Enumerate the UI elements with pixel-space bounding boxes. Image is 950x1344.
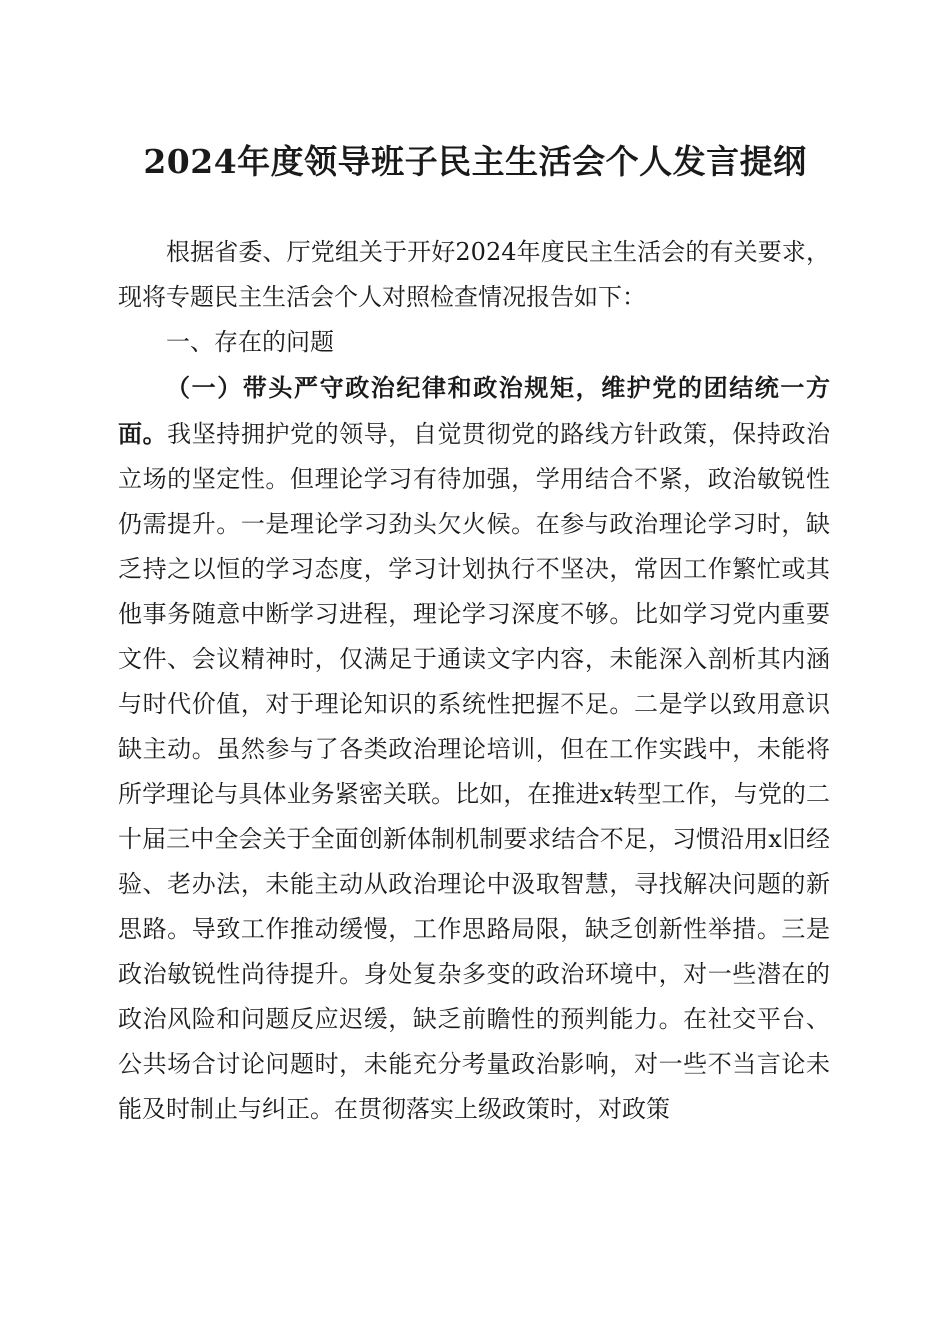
subsection-paragraph (118, 365, 830, 1132)
intro-paragraph: 根据省委、厅党组关于开好2024年度民主生活会的有关要求，现将专题民主生活会个人对照检查情况报告如下： (118, 238, 830, 311)
subsection-heading: （一）带头严守政治纪律和政治规矩，维护党的团结统一方面。 (118, 373, 830, 448)
document-title: 2024年度领导班子民主生活会个人发言提纲 (143, 142, 807, 181)
subsection-text: 我坚持拥护党的领导，自觉贯彻党的路线方针政策，保持政治立场的坚定性。但理论学习有待加强，学用结合不紧，政治敏锐性仍需提升。一是理论学习劲头欠火候。在参与政治理论学习时，缺乏持之以恒的学习态度，学习计划执行不坚决，常因工作繁忙或其他事务随意中断学习进程，理论学习深度不够。比如学习党内重要文件、会议精神时，仅满足于通读文字内容，未能深入剖析其内涵与时代价值，对于理论知识的系统性把握不足。二是学以致用意识缺主动。虽然参与了各类政治理论培训，但在工作实践中，未能将所学理论与具体业务紧密关联。比如，在推进x转型工作，与党的二十届三中全会关于全面创新体制机制要求结合不足，习惯沿用x旧经验、老办法，未能主动从政治理论中汲取智慧，寻找解决问题的新思路。导致工作推动缓慢，工作思路局限，缺乏创新性举措。三是政治敏锐性尚待提升。身处复杂多变的政治环境中，对一些潜在的政治风险和问题反应迟缓，缺乏前瞻性的预判能力。在社交平台、公共场合讨论问题时，未能充分考量政治影响，对一些不当言论未能及时制止与纠正。在贯彻落实上级政策时，对政策 (118, 420, 831, 1123)
section-heading: 一、存在的问题 (166, 328, 334, 356)
document-body (118, 230, 830, 1132)
